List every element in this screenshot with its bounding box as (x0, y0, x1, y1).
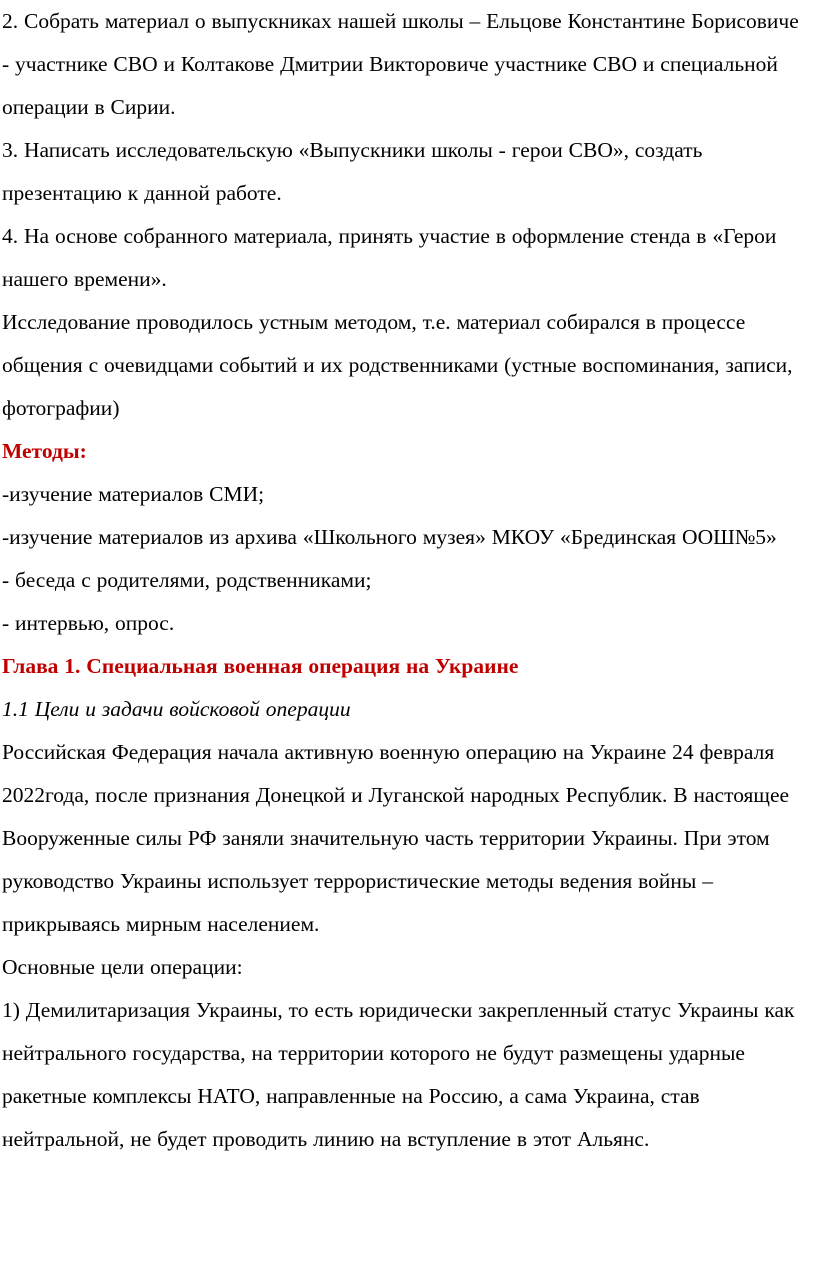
section-heading: 1.1 Цели и задачи войсковой операции (2, 697, 351, 721)
list-item-2: 2. Собрать материал о выпускниках нашей школы – Ельцове Константине Борисовиче - участнике СВО и Колтакове Дмитрии Викторовиче участнике СВО и специальной операции в Сирии. (2, 9, 799, 119)
method-item: -изучение материалов СМИ; (2, 482, 265, 506)
method-item: - интервью, опрос. (2, 611, 175, 635)
intro-paragraph: Российская Федерация начала активную военную операцию на Украине 24 февраля 2022года, после признания Донецкой и Луганской народных Республик. В настоящее Вооруженные силы РФ заняли значительную часть территории Украины. При этом руководство Украины использует террористические методы ведения войны – прикрываясь мирным населением. (2, 740, 790, 936)
list-item-3: 3. Написать исследовательскую «Выпускники школы - герои СВО», создать презентацию к данной работе. (2, 138, 703, 205)
goal-item-1: 1) Демилитаризация Украины, то есть юридически закрепленный статус Украины как нейтрального государства, на территории которого не будут размещены ударные ракетные комплексы НАТО, направленные на Россию, а сама Украина, став нейтральной, не будет проводить линию на вступление в этот Альянс. (2, 998, 795, 1151)
methods-heading: Методы: (2, 439, 87, 463)
chapter-heading: Глава 1. Специальная военная операция на Украине (2, 654, 519, 678)
method-item: - беседа с родителями, родственниками; (2, 568, 372, 592)
method-item: -изучение материалов из архива «Школьного музея» МКОУ «Брединская ООШ№5» (2, 525, 777, 549)
list-item-4: 4. На основе собранного материала, принять участие в оформление стенда в «Герои нашего времени». (2, 224, 777, 291)
research-paragraph: Исследование проводилось устным методом, т.е. материал собирался в процессе общения с очевидцами событий и их родственниками (устные воспоминания, записи, фотографии) (2, 310, 793, 420)
goals-label: Основные цели операции: (2, 955, 243, 979)
